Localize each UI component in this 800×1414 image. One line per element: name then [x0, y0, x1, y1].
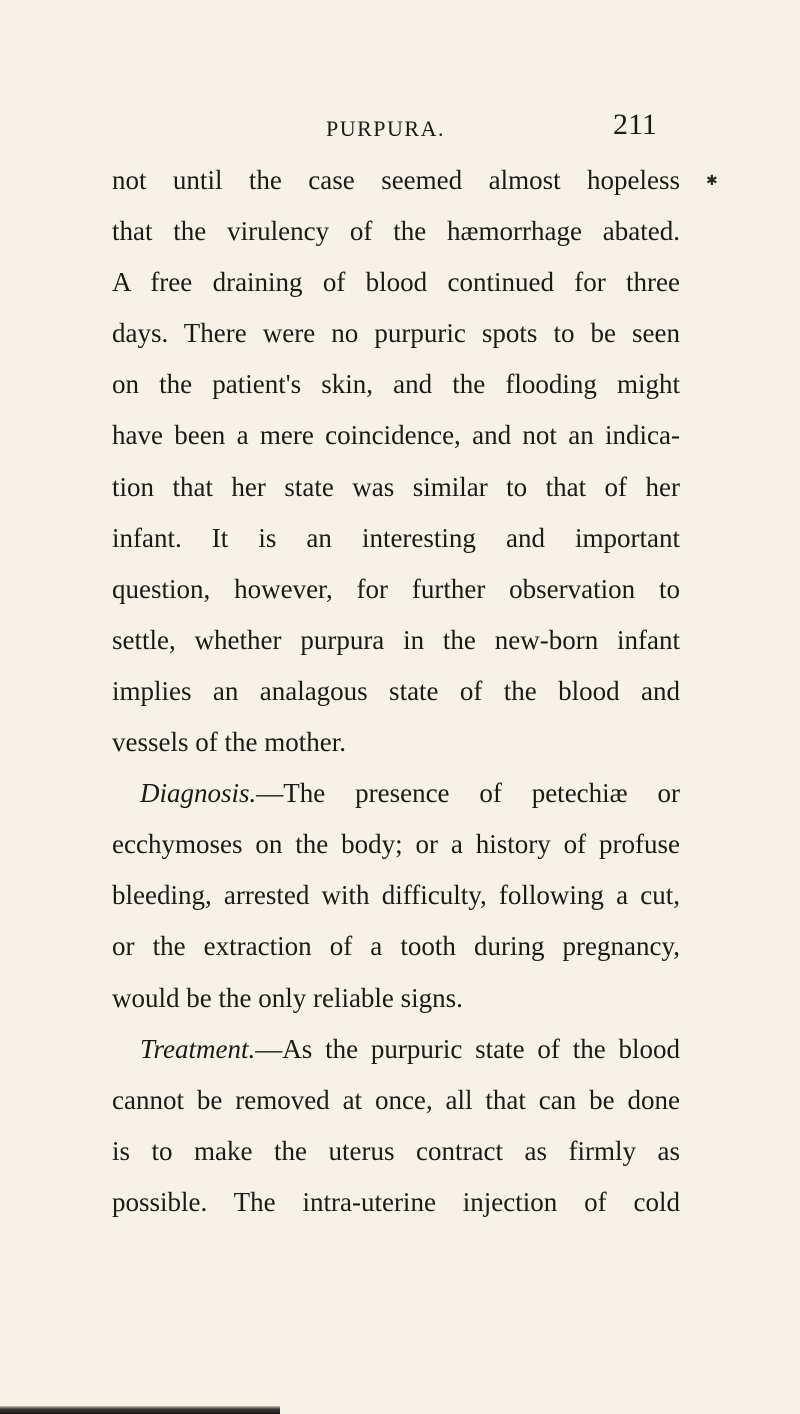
text-line: days. There were no purpuric spots to be seen	[112, 318, 680, 349]
text-line: is to make the uterus contract as firmly as	[112, 1135, 680, 1166]
page-number: 211	[613, 108, 657, 141]
text-line: possible. The intra-uterine injection of cold	[112, 1186, 680, 1217]
text-line: A free draining of blood continued for three	[112, 267, 680, 298]
text-line: tion that her state was similar to that of her	[112, 471, 680, 502]
diagnosis-label: Diagnosis.	[140, 778, 257, 809]
text-line: would be the only reliable signs.	[112, 982, 463, 1013]
running-header	[0, 108, 800, 148]
text-line: bleeding, arrested with difficulty, following a cut,	[112, 880, 680, 911]
diagnosis-heading-line: Diagnosis.—The presence of petechiæ or	[140, 778, 680, 809]
text-line: not until the case seemed almost hopeless	[112, 165, 680, 195]
text-line: question, however, for further observation to	[112, 573, 680, 604]
text-line: infant. It is an interesting and important	[112, 522, 680, 553]
text-line: cannot be removed at once, all that can be done	[112, 1084, 680, 1115]
text-line: settle, whether purpura in the new-born infant	[112, 624, 680, 655]
body-text	[112, 155, 680, 1228]
ink-blot-icon: ✱	[706, 173, 718, 189]
text-line: implies an analagous state of the blood and	[112, 675, 680, 706]
text-line: that the virulency of the hæmorrhage abated.	[112, 216, 680, 247]
text-line: ecchymoses on the body; or a history of profuse	[112, 829, 680, 860]
text-line: on the patient's skin, and the flooding might	[112, 369, 680, 400]
text-line: have been a mere coincidence, and not an indica-	[112, 420, 680, 451]
text-line: vessels of the mother.	[112, 727, 346, 758]
treatment-label: Treatment.	[140, 1033, 256, 1064]
treatment-heading-line: Treatment.—As the purpuric state of the blood	[140, 1033, 680, 1064]
text-line: or the extraction of a tooth during pregnancy,	[112, 931, 680, 962]
page-edge-shadow	[0, 1406, 800, 1414]
running-title: PURPURA.	[326, 116, 445, 141]
